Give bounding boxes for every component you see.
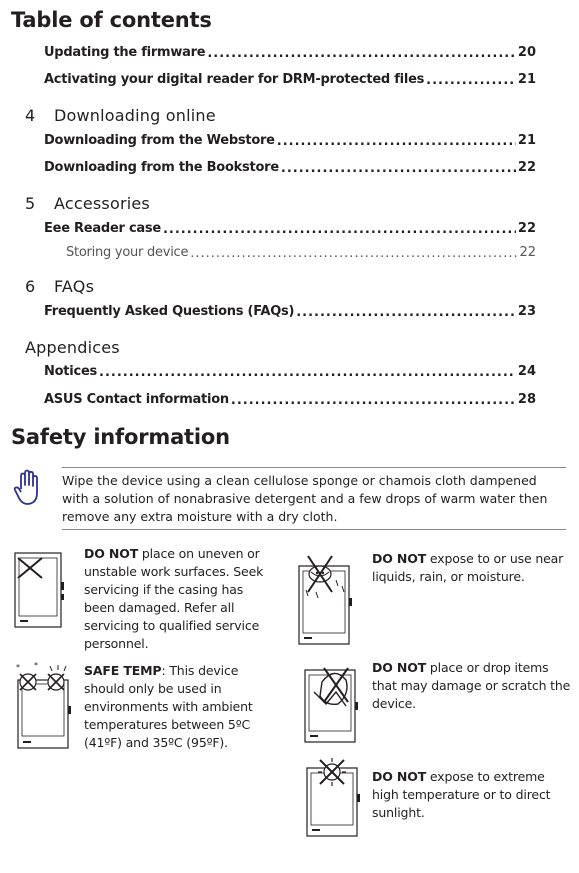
toc-entry-label: Downloading from the Webstore <box>44 133 275 148</box>
uneven-surface-icon <box>14 552 66 632</box>
svg-text:*: * <box>16 663 20 672</box>
leader-dots <box>190 247 517 260</box>
toc-entry-page: 21 <box>517 72 536 87</box>
divider <box>62 467 566 468</box>
warning-text: place on uneven or unstable work surfaces. Seek servicing if the casing has been damaged. Refer all servicing to qualified service personnel. <box>84 546 264 651</box>
warning-lead: DO NOT <box>372 769 427 784</box>
warning-text: place or drop items that may damage or scratch the device. <box>372 660 571 711</box>
warning-drop-items <box>372 659 572 713</box>
leader-dots <box>231 394 516 407</box>
cleaning-instructions: Wipe the device using a clean cellulose sponge or chamois cloth dampened with a solution of nonabrasive detergent and a few drops of warm water then remove any extra moisture with a dry cloth. <box>62 473 548 524</box>
section-number: 5 <box>25 194 36 213</box>
toc-entry-label: Updating the firmware <box>44 45 206 60</box>
warning-lead: DO NOT <box>372 551 427 566</box>
toc-entry[interactable] <box>44 157 536 175</box>
leader-dots <box>277 135 516 148</box>
warning-text: expose to extreme high temperature or to direct sunlight. <box>372 769 551 820</box>
toc-entry-label: Notices <box>44 364 97 379</box>
toc-entry-page: 23 <box>517 304 536 319</box>
toc-entry-label: Downloading from the Bookstore <box>44 160 279 175</box>
sunlight-icon <box>306 758 366 838</box>
warning-lead: DO NOT <box>372 660 427 675</box>
toc-entry-page: 22 <box>517 221 536 236</box>
leader-dots <box>426 74 516 87</box>
toc-entry[interactable] <box>44 361 536 379</box>
toc-entry[interactable] <box>44 42 536 60</box>
section-label: Downloading online <box>54 106 216 125</box>
toc-entry-label: ASUS Contact information <box>44 392 229 407</box>
toc-entry-label: Frequently Asked Questions (FAQs) <box>44 304 295 319</box>
toc-entry-page: 20 <box>517 45 536 60</box>
leader-dots <box>281 162 516 175</box>
leader-dots <box>207 47 516 60</box>
temperature-icon <box>14 662 74 750</box>
toc-section-heading <box>25 338 120 357</box>
warning-liquids <box>372 550 567 586</box>
toc-entry[interactable] <box>44 130 536 148</box>
toc-entry-label: Activating your digital reader for DRM-protected files <box>44 72 425 87</box>
section-number: 4 <box>25 106 36 125</box>
warning-sunlight <box>372 768 567 822</box>
divider <box>62 529 566 530</box>
toc-section-heading <box>25 106 216 125</box>
section-label: Accessories <box>54 194 150 213</box>
toc-title: Table of contents <box>11 8 212 32</box>
warning-uneven-surface <box>84 545 274 653</box>
warning-text: : This device should only be used in environments with ambient temperatures between 5ºC (41ºF) and 35ºC (95ºF). <box>84 663 253 750</box>
toc-subentry[interactable] <box>66 242 536 260</box>
toc-entry-page: 24 <box>517 364 536 379</box>
warning-lead: SAFE TEMP <box>84 663 162 678</box>
toc-entry-label: Eee Reader case <box>44 221 161 236</box>
liquid-icon <box>298 550 358 646</box>
toc-entry[interactable] <box>44 218 536 236</box>
warning-text: expose to or use near liquids, rain, or moisture. <box>372 551 564 584</box>
toc-entry-page: 21 <box>517 133 536 148</box>
toc-entry-page: 22 <box>517 160 536 175</box>
safety-title: Safety information <box>11 425 230 449</box>
toc-entry-label: Storing your device <box>66 245 189 260</box>
toc-entry[interactable] <box>44 389 536 407</box>
toc-entry[interactable] <box>44 301 536 319</box>
leader-dots <box>296 306 516 319</box>
toc-entry-page: 28 <box>517 392 536 407</box>
leader-dots <box>163 223 516 236</box>
warning-lead: DO NOT <box>84 546 139 561</box>
toc-entry[interactable] <box>44 69 536 87</box>
warning-safe-temp <box>84 662 279 752</box>
toc-section-heading <box>25 277 94 296</box>
toc-section-heading <box>25 194 150 213</box>
leader-dots <box>99 366 516 379</box>
hand-icon <box>12 469 42 507</box>
toc-entry-page: 22 <box>519 245 536 260</box>
section-number: 6 <box>25 277 36 296</box>
drop-items-icon <box>304 662 364 744</box>
section-label: Appendices <box>25 338 120 357</box>
svg-text:*: * <box>34 661 38 670</box>
section-label: FAQs <box>54 277 95 296</box>
